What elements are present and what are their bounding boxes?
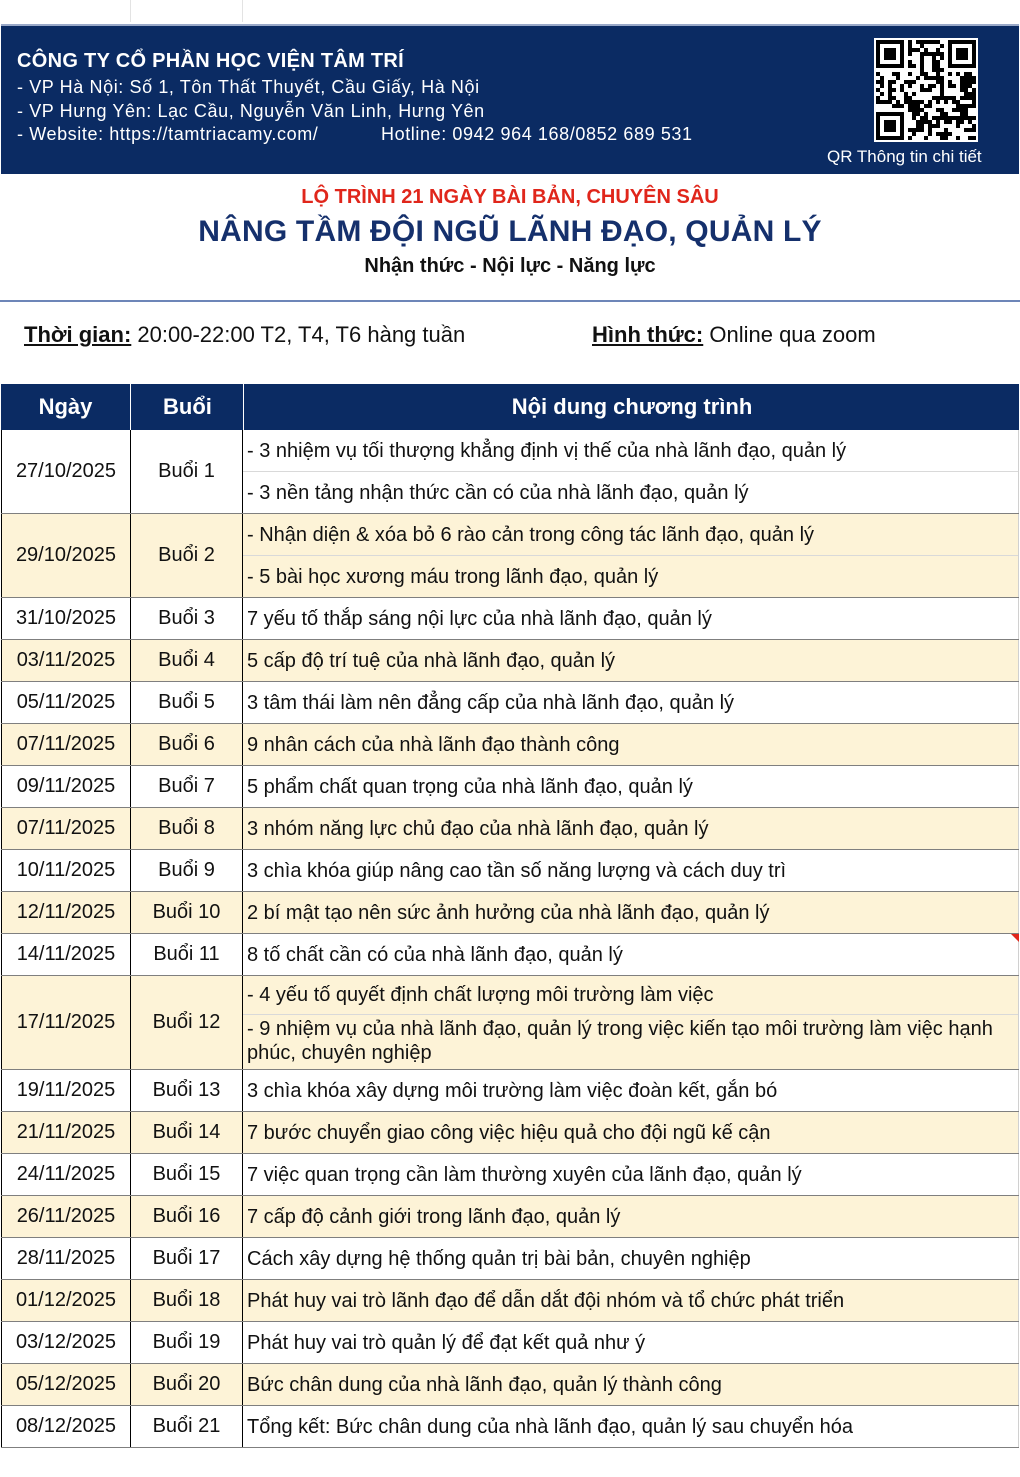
qr-code-icon[interactable]	[874, 38, 978, 142]
content-line: 9 nhân cách của nhà lãnh đạo thành công	[247, 733, 620, 756]
row-session: Buổi 8	[131, 808, 243, 849]
table-row	[1, 1154, 1019, 1196]
row-content	[243, 724, 1019, 765]
row-session: Buổi 7	[131, 766, 243, 807]
content-line: - 3 nền tảng nhận thức cần có của nhà lãnh đạo, quản lý	[247, 481, 749, 504]
row-content	[243, 640, 1019, 681]
row-date: 05/11/2025	[1, 682, 131, 723]
row-date: 12/11/2025	[1, 892, 131, 933]
row-content	[243, 1154, 1019, 1195]
content-line: 8 tố chất cần có của nhà lãnh đạo, quản lý	[247, 943, 623, 966]
row-date: 01/12/2025	[1, 1280, 131, 1321]
table-row	[1, 1406, 1019, 1448]
mode-label: Hình thức:	[592, 322, 704, 347]
table-row	[1, 514, 1019, 598]
content-line: 7 cấp độ cảnh giới trong lãnh đạo, quản lý	[247, 1205, 621, 1228]
row-content	[243, 514, 1019, 597]
row-date: 21/11/2025	[1, 1112, 131, 1153]
row-content	[243, 1364, 1019, 1405]
table-row	[1, 850, 1019, 892]
table-row	[1, 976, 1019, 1070]
content-line: 7 yếu tố thắp sáng nội lực của nhà lãnh đạo, quản lý	[247, 607, 712, 630]
row-session: Buổi 17	[131, 1238, 243, 1279]
row-content	[243, 1238, 1019, 1279]
row-content	[243, 682, 1019, 723]
row-content	[243, 1280, 1019, 1321]
row-session: Buổi 2	[131, 514, 243, 597]
row-date: 05/12/2025	[1, 1364, 131, 1405]
row-date: 31/10/2025	[1, 598, 131, 639]
row-session: Buổi 18	[131, 1280, 243, 1321]
row-content	[243, 892, 1019, 933]
time-label: Thời gian:	[24, 322, 132, 347]
company-name: CÔNG TY CỔ PHẦN HỌC VIỆN TÂM TRÍ	[17, 50, 405, 72]
qr-caption: QR Thông tin chi tiết	[827, 147, 982, 166]
row-date: 19/11/2025	[1, 1070, 131, 1111]
table-row	[1, 766, 1019, 808]
row-content	[243, 1070, 1019, 1111]
program-subtitle: LỘ TRÌNH 21 NGÀY BÀI BẢN, CHUYÊN SÂU	[301, 186, 719, 208]
time-value: 20:00-22:00 T2, T4, T6 hàng tuần	[131, 322, 466, 347]
row-date: 09/11/2025	[1, 766, 131, 807]
table-row	[1, 1238, 1019, 1280]
website-link[interactable]: - Website: https://tamtriacamy.com/	[17, 124, 319, 144]
header-content: Nội dung chương trình	[243, 384, 1020, 430]
row-content	[243, 430, 1019, 513]
row-date: 08/12/2025	[1, 1406, 131, 1447]
row-session: Buổi 21	[131, 1406, 243, 1447]
row-date: 26/11/2025	[1, 1196, 131, 1237]
program-tagline: Nhận thức - Nội lực - Năng lực	[364, 255, 656, 277]
row-content	[243, 850, 1019, 891]
content-line: 5 phẩm chất quan trọng của nhà lãnh đạo, quản lý	[247, 775, 693, 798]
row-session: Buổi 3	[131, 598, 243, 639]
row-session: Buổi 14	[131, 1112, 243, 1153]
hotline: Hotline: 0942 964 168/0852 689 531	[381, 124, 693, 144]
row-session: Buổi 20	[131, 1364, 243, 1405]
content-line: Phát huy vai trò quản lý để đạt kết quả như ý	[247, 1331, 646, 1354]
table-header	[1, 384, 1019, 430]
row-session: Buổi 13	[131, 1070, 243, 1111]
row-session: Buổi 9	[131, 850, 243, 891]
header-date: Ngày	[38, 394, 93, 419]
table-row	[1, 1364, 1019, 1406]
content-line: - Nhận diện & xóa bỏ 6 rào cản trong công tác lãnh đạo, quản lý	[243, 514, 1018, 556]
table-row	[1, 682, 1019, 724]
table-row	[1, 808, 1019, 850]
table-row	[1, 724, 1019, 766]
table-row	[1, 430, 1019, 514]
row-date: 07/11/2025	[1, 808, 131, 849]
section-divider	[0, 300, 1020, 302]
row-date: 03/11/2025	[1, 640, 131, 681]
header-session: Buổi	[130, 384, 244, 430]
office-hanoi: - VP Hà Nội: Số 1, Tôn Thất Thuyết, Cầu Giấy, Hà Nội	[17, 77, 480, 97]
table-row	[1, 598, 1019, 640]
row-date: 28/11/2025	[1, 1238, 131, 1279]
row-content	[243, 1322, 1019, 1363]
row-content	[243, 766, 1019, 807]
sheet-gridlines	[0, 0, 1020, 22]
row-content	[243, 1406, 1019, 1447]
schedule-mode	[592, 322, 876, 348]
row-session: Buổi 10	[131, 892, 243, 933]
row-session: Buổi 12	[131, 976, 243, 1069]
schedule-time	[24, 322, 465, 348]
row-session: Buổi 6	[131, 724, 243, 765]
program-titles	[0, 186, 1020, 278]
row-date: 03/12/2025	[1, 1322, 131, 1363]
program-title: NÂNG TẦM ĐỘI NGŨ LÃNH ĐẠO, QUẢN LÝ	[198, 215, 822, 248]
content-line: - 9 nhiệm vụ của nhà lãnh đạo, quản lý trong việc kiến tạo môi trường làm việc hạnh phúc, chuyên nghiệp	[247, 1018, 993, 1064]
row-session: Buổi 1	[131, 430, 243, 513]
row-content	[243, 1112, 1019, 1153]
mode-value: Online qua zoom	[703, 322, 876, 347]
content-line: 3 chìa khóa giúp nâng cao tần số năng lượng và cách duy trì	[247, 859, 787, 882]
row-content	[243, 976, 1019, 1069]
table-row	[1, 1070, 1019, 1112]
content-line: Tổng kết: Bức chân dung của nhà lãnh đạo, quản lý sau chuyển hóa	[247, 1415, 854, 1438]
company-header	[1, 24, 1019, 174]
table-row	[1, 1280, 1019, 1322]
row-date: 07/11/2025	[1, 724, 131, 765]
table-row	[1, 934, 1019, 976]
content-line: 5 cấp độ trí tuệ của nhà lãnh đạo, quản lý	[247, 649, 616, 672]
row-date: 29/10/2025	[1, 514, 131, 597]
table-row	[1, 1112, 1019, 1154]
content-line: Bức chân dung của nhà lãnh đạo, quản lý thành công	[247, 1373, 722, 1396]
row-session: Buổi 11	[131, 934, 243, 975]
row-content	[243, 808, 1019, 849]
row-date: 17/11/2025	[1, 976, 131, 1069]
table-row	[1, 1322, 1019, 1364]
row-session: Buổi 16	[131, 1196, 243, 1237]
content-line: 7 bước chuyển giao công việc hiệu quả cho đội ngũ kế cận	[247, 1121, 771, 1144]
table-row	[1, 1196, 1019, 1238]
content-line: 3 tâm thái làm nên đẳng cấp của nhà lãnh đạo, quản lý	[247, 691, 735, 714]
content-line: Phát huy vai trò lãnh đạo để dẫn dắt đội nhóm và tổ chức phát triển	[247, 1289, 845, 1312]
row-content	[243, 1196, 1019, 1237]
row-session: Buổi 19	[131, 1322, 243, 1363]
row-session: Buổi 15	[131, 1154, 243, 1195]
content-line: Cách xây dựng hệ thống quản trị bài bản, chuyên nghiệp	[247, 1247, 751, 1270]
row-date: 10/11/2025	[1, 850, 131, 891]
content-line: 3 nhóm năng lực chủ đạo của nhà lãnh đạo, quản lý	[247, 817, 709, 840]
content-line: 3 chìa khóa xây dựng môi trường làm việc đoàn kết, gắn bó	[247, 1079, 778, 1102]
row-date: 14/11/2025	[1, 934, 131, 975]
table-row	[1, 892, 1019, 934]
row-session: Buổi 5	[131, 682, 243, 723]
row-content	[243, 934, 1019, 975]
content-line: 2 bí mật tạo nên sức ảnh hưởng của nhà lãnh đạo, quản lý	[247, 901, 770, 924]
row-date: 27/10/2025	[1, 430, 131, 513]
content-line: 7 việc quan trọng cần làm thường xuyên của lãnh đạo, quản lý	[247, 1163, 802, 1186]
comment-indicator-icon[interactable]	[1011, 934, 1019, 942]
content-line: - 3 nhiệm vụ tối thượng khẳng định vị thế của nhà lãnh đạo, quản lý	[243, 430, 1018, 472]
table-row	[1, 640, 1019, 682]
row-content	[243, 598, 1019, 639]
content-line: - 5 bài học xương máu trong lãnh đạo, quản lý	[247, 565, 659, 588]
row-session: Buổi 4	[131, 640, 243, 681]
row-date: 24/11/2025	[1, 1154, 131, 1195]
office-hungyen: - VP Hưng Yên: Lạc Cầu, Nguyễn Văn Linh, Hưng Yên	[17, 101, 485, 121]
content-line: - 4 yếu tố quyết định chất lượng môi trường làm việc	[243, 976, 1018, 1015]
